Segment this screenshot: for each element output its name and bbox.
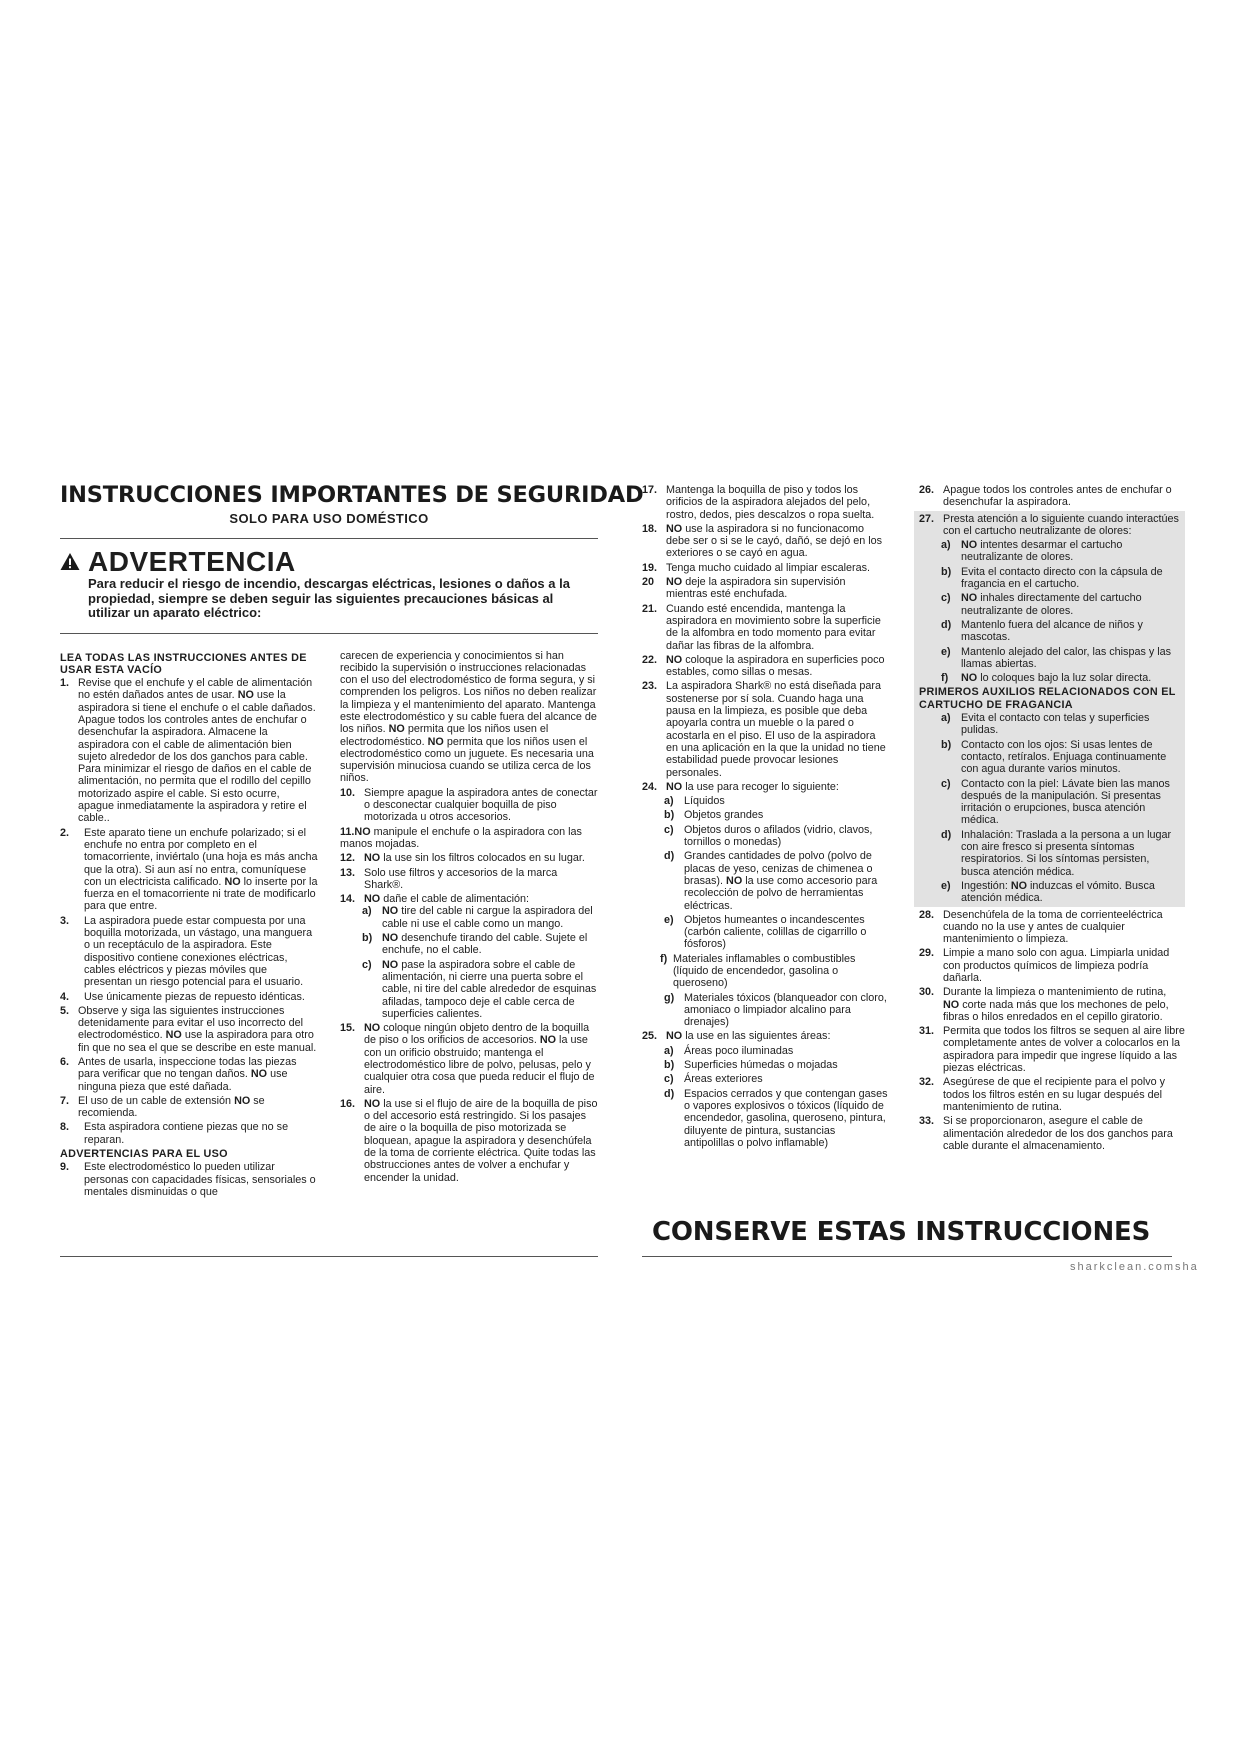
list-item: 9. Este electrodoméstico lo pueden utilizar personas con capacidades físicas, sensoriales o mentales disminuidas o que [60, 1161, 316, 1198]
page-subtitle: SOLO PARA USO DOMÉSTICO [229, 511, 429, 526]
sub-item: c) NO pase la aspiradora sobre el cable de alimentación, ni cierre una puerta sobre el cable, ni tire del cable alrededor de esquinas afiladas, tampoco deje el cable cerca de superficies calientes. [362, 958, 597, 1020]
list-item: 20 NO deje la aspiradora sin supervisión mientras esté enchufada. [642, 576, 846, 601]
sub-item: d) Grandes cantidades de polvo (polvo de placas de yeso, cenizas de chimenea o brasas). NO la use como accesorio para recolección de polvo de herramientas eléctricas. [664, 850, 878, 912]
list-item: 33. Si se proporcionaron, asegure el cable de alimentación alrededor de los dos ganchos para cable durante el almacenamiento. [919, 1115, 1173, 1152]
list-item: 31. Permita que todos los filtros se sequen al aire libre completamente antes de volver a colocarlos en la aspiradora para impedir que ingrese líquido a las piezas eléctricas. [919, 1025, 1185, 1075]
left-page [60, 482, 644, 1198]
divider [642, 1256, 1172, 1257]
save-instructions-heading: CONSERVE ESTAS INSTRUCCIONES [652, 1217, 1151, 1247]
sub-item: c) Contacto con la piel: Lávate bien las manos después de la manipulación. Si presentas irritación o erupciones, busca atención médica. [941, 777, 1170, 827]
sub-item: c) Objetos duros o afilados (vidrio, clavos, tornillos o monedas) [664, 823, 873, 849]
section-heading: PRIMEROS AUXILIOS RELACIONADOS CON EL CARTUCHO DE FRAGANCIA [919, 686, 1176, 711]
sub-item: a) Evita el contacto con telas y superficies pulidas. [941, 712, 1150, 737]
list-item: 32. Asegúrese de que el recipiente para el polvo y todos los filtros estén en su lugar después del mantenimiento de rutina. [919, 1076, 1166, 1113]
sub-item: d) Inhalación: Traslada a la persona a un lugar con aire fresco si presenta síntomas respiratorios. Si los síntomas persisten, busca atención médica. [941, 828, 1172, 878]
column-b [340, 650, 598, 1199]
list-item: 14. NO dañe el cable de alimentación: [340, 893, 530, 906]
list-item: 25. NO la use en las siguientes áreas: [642, 1030, 831, 1043]
sub-item: c) Áreas exteriores [664, 1073, 763, 1086]
sub-item: a) Líquidos [664, 795, 725, 808]
section-heading: LEA TODAS LAS INSTRUCCIONES ANTES DE USAR ESTA VACÍO [60, 651, 307, 676]
sub-item: b) Superficies húmedas o mojadas [664, 1059, 838, 1072]
warning-block [60, 539, 598, 633]
column-d [919, 484, 1185, 1152]
sub-item: g) Materiales tóxicos (blanqueador con cloro, amoniaco o limpiador alcalino para drenajes) [664, 991, 887, 1029]
list-item: 18. NO use la aspiradora si no funcionacomo debe ser o si se le cayó, dañó, se dejó en los exteriores o se cayó en agua. [642, 522, 883, 560]
list-item: 5. Observe y siga las siguientes instrucciones detenidamente para evitar el uso incorrecto del electrodoméstico. NO use la aspiradora para otro fin que no sea el que se describe en este manual. [60, 1004, 317, 1054]
sub-item: b) Objetos grandes [664, 809, 764, 822]
list-item: 15. NO coloque ningún objeto dentro de la boquilla de piso o los orificios de accesorios. NO la use con un orificio obstruido; mantenga el electrodoméstico libre de polvo, pelusas, pelo y cualquier otra cosa que pueda reducir el flujo de aire. [340, 1022, 595, 1096]
section-heading: ADVERTENCIAS PARA EL USO [60, 1148, 228, 1161]
sub-item: c) NO inhales directamente del cartucho neutralizante de olores. [941, 592, 1142, 617]
sub-item: b) NO desenchufe tirando del cable. Sujete el enchufe, no el cable. [362, 932, 588, 957]
list-item: 1. Revise que el enchufe y el cable de alimentación no estén dañados antes de usar. NO use la aspiradora si tiene el enchufe o el cable dañados. Apague todos los controles antes de enchufar o desenchufar la aspiradora. Almacene la aspiradora con el cable de alimentación bien sujeto alrededor de los dos ganchos para cable. Para minimizar el riesgo de daños en el cable de alimentación, no permita que el rodillo del cepillo motorizado aspire el cable. Si esto ocurre, apague inmediatamente la aspiradora y retire el cable.. [60, 677, 316, 825]
list-item: 7. El uso de un cable de extensión NO se recomienda. [60, 1094, 265, 1120]
list-item: 19. Tenga mucho cuidado al limpiar escaleras. [642, 561, 871, 574]
list-item: 30. Durante la limpieza o mantenimiento de rutina, NO corte nada más que los mechones de pelo, fibras o hilos enredados en el cepillo giratorio. [919, 986, 1169, 1023]
list-item: 12. NO la use sin los filtros colocados en su lugar. [340, 852, 585, 865]
list-item: 16. NO la use si el flujo de aire de la boquilla de piso o del accesorio está restringido. Si los pasajes de aire o la boquilla de piso motorizada se bloquean, apague la aspiradora y desenchúfela de la toma de corriente eléctrica. Quite todas las obstrucciones antes de volver a enchufar y encender la unidad. [340, 1097, 598, 1184]
page-title: INSTRUCCIONES IMPORTANTES DE SEGURIDAD [60, 482, 644, 508]
sub-item: a) NO intentes desarmar el cartucho neutralizante de olores. [941, 539, 1123, 564]
sub-item: b) Contacto con los ojos: Si usas lentes de contacto, retíralos. Enjuaga continuamente con agua durante varios minutos. [941, 738, 1167, 776]
sub-item: a) Áreas poco iluminadas [664, 1044, 794, 1057]
divider [60, 633, 598, 634]
website-url: sharkclean.comsha [1070, 1261, 1199, 1273]
warning-triangle-icon [60, 547, 80, 577]
list-item: 10. Siempre apague la aspiradora antes de conectar o desconectar cualquier boquilla de piso motorizada u otros accesorios. [340, 786, 598, 824]
list-item: 4. Use únicamente piezas de repuesto idénticas. [60, 990, 305, 1003]
divider [60, 1256, 598, 1257]
sub-item: a) NO tire del cable ni cargue la aspiradora del cable ni use el cable como un mango. [362, 905, 593, 930]
sub-item: f) Materiales inflamables o combustibles (líquido de encendedor, gasolina o queroseno) [660, 952, 856, 990]
sub-item: e) Mantenlo alejado del calor, las chispas y las llamas abiertas. [941, 645, 1172, 670]
warning-text: Para reducir el riesgo de incendio, descargas eléctricas, lesiones o daños a la propiedad, siempre se deben seguir las siguientes precauciones básicas al utilizar un aparato eléctrico: [88, 576, 570, 620]
warning-title: ADVERTENCIA [88, 546, 296, 577]
list-item: 24. NO la use para recoger lo siguiente: [642, 780, 839, 793]
sub-item: e) Objetos humeantes o incandescentes (carbón caliente, colillas de cigarrillo o fósforos) [664, 913, 867, 951]
column-c [642, 484, 888, 1149]
sub-item: e) Ingestión: NO induzcas el vómito. Busca atención médica. [941, 879, 1155, 905]
fragrance-cartridge-section [914, 511, 1185, 907]
list-item: 13. Solo use filtros y accesorios de la marca Shark®. [340, 866, 558, 891]
list-item: 2. Este aparato tiene un enchufe polarizado; si el enchufe no entra por completo en el tomacorriente, inviértalo (una hoja es más ancha que la otra). Si aun así no entra, comuníquese con un electricista calificado. NO lo inserte por la fuerza en el tomacorriente ni trate de modificarlo para que entre. [60, 826, 318, 913]
list-item: 11.NO manipule el enchufe o la aspiradora con las manos mojadas. [340, 825, 582, 850]
list-item: 23. La aspiradora Shark® no está diseñada para sostenerse por sí sola. Cuando haga una pausa en la limpieza, es posible que deba apoyarla contra un mueble o la pared o acostarla en el piso. El uso de la aspiradora en una aplicación en la que la unidad no tiene estabilidad puede provocar lesiones personales. [642, 680, 886, 779]
sub-item: d) Espacios cerrados y que contengan gases o vapores explosivos o tóxicos (líquido de encendedor, gasolina, queroseno, pintura, diluyente de pintura, sustancias antipolillas o polvo inflamable) [664, 1087, 888, 1149]
list-item: 21. Cuando esté encendida, mantenga la aspiradora en movimiento sobre la superficie de la alfombra en todo momento para evitar dañar las fibras de la alfombra. [642, 602, 881, 652]
list-item-continuation: carecen de experiencia y conocimientos si han recibido la supervisión o instrucciones relacionadas con el uso del electrodoméstico de forma segura, y si comprenden los peligros. Los niños no deben realizar la limpieza y el mantenimiento del aparato. Mantenga este electrodoméstico y su cable fuera del alcance de los niños. NO permita que los niños usen el electrodoméstico. NO permita que los niños usen el electrodoméstico como un juguete. Es necesaria una supervisión minuciosa cuando se utiliza cerca de los niños. [340, 649, 597, 785]
list-item: 22. NO coloque la aspiradora en superficies poco estables, como sillas o mesas. [642, 653, 885, 679]
list-item: 6. Antes de usarla, inspeccione todas las piezas para verificar que no tengan daños. NO use ninguna pieza que esté dañada. [60, 1056, 297, 1093]
list-item: 8. Esta aspiradora contiene piezas que no se reparan. [60, 1121, 289, 1146]
list-item: 17. Mantenga la boquilla de piso y todos los orificios de la aspiradora alejados del pelo, rostro, dedos, pies descalzos o ropa suelta. [642, 484, 875, 521]
sub-item: b) Evita el contacto directo con la cápsula de fragancia en el cartucho. [941, 565, 1163, 591]
list-item: 27. Presta atención a lo siguiente cuando interactúes con el cartucho neutralizante de olores: [919, 512, 1179, 537]
sub-item: f) NO lo coloques bajo la luz solar directa. [941, 672, 1152, 685]
list-item: 3. La aspiradora puede estar compuesta por una boquilla motorizada, un vástago, una manguera o un receptáculo de la aspiradora. Este dispositivo contiene conexiones eléctricas, cables eléctricos y piezas móviles que presentan un riesgo potencial para el usuario. [60, 914, 313, 989]
list-item: 26. Apague todos los controles antes de enchufar o desenchufar la aspiradora. [919, 484, 1172, 509]
list-item: 28. Desenchúfela de la toma de corrienteeléctrica cuando no la use y antes de cualquier mantenimiento o limpieza. [919, 908, 1163, 946]
sub-item: d) Mantenlo fuera del alcance de niños y mascotas. [941, 618, 1143, 644]
column-a [60, 650, 318, 1199]
list-item: 29. Limpie a mano solo con agua. Limpiarla unidad con productos químicos de limpieza podría dañarla. [919, 947, 1170, 984]
